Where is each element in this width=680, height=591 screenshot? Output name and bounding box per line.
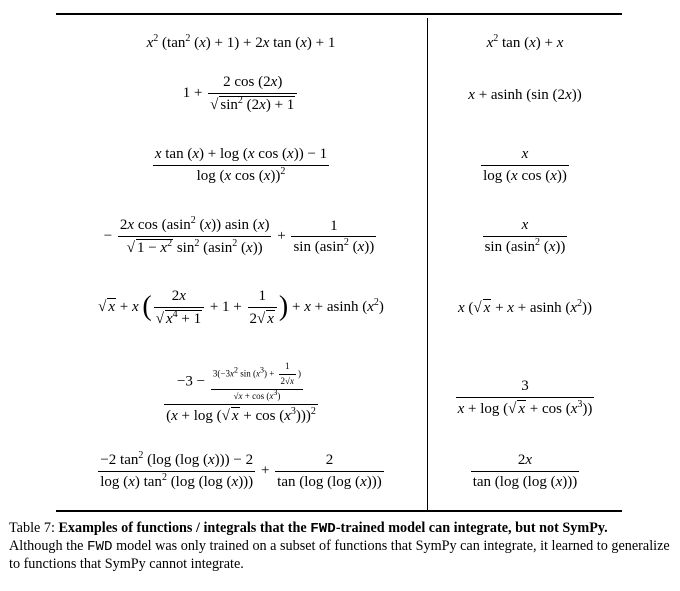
table-row-6-integral: $\frac{3}{x + \log (√ x + \cos (x^3))}$ bbox=[457, 378, 593, 417]
caption-bold-mono: FWD bbox=[310, 521, 336, 537]
table-row-7-function: $\frac{-2 \tan^2 (\log (\log (x))) - 2}{\log (x) \tan^2 (\log (\log (x)))}$ + $\frac{2}{\tan (\log (\log (x)))}$ bbox=[100, 450, 382, 490]
table-row-1-integral: $x^2$ tan (x) + x bbox=[486, 33, 564, 51]
table-top-rule bbox=[56, 13, 622, 15]
table-row-4-integral: $\frac{x}{\sin (asin^2 (x))}$ bbox=[484, 217, 566, 255]
caption-body-mono: FWD bbox=[87, 539, 113, 555]
table-row-7-integral: $\frac{2x}{\tan (\log (\log (x)))}$ bbox=[472, 452, 578, 490]
table-row-4-function: − $\frac{2x \cos (asin^2 (x)) asin (x)}{√ 1 - x^2 \sin^2 (asin^2 (x))}$ + $\frac{1}{\sin (asin^2 (x))}$ bbox=[103, 215, 375, 256]
table-bottom-rule bbox=[56, 510, 622, 512]
caption-bold-1: Examples of functions / integrals that the bbox=[58, 520, 311, 536]
table-row-2-function: 1 + $\frac{2 \cos (2x)}{√ \sin^2 (2x) + 1}$ bbox=[56, 74, 426, 113]
caption-bold-2: -trained model can integrate, but not SymPy. bbox=[335, 520, 608, 536]
table-row-5-function: √ x + x ( $\frac{2x}{√ x^4 + 1}$ + 1 + $\frac{1}{2√ x}$ ) + x + asinh $(x^2)$ bbox=[98, 288, 384, 327]
table-row-3-integral: $\frac{x}{\text{log (x cos (x))}}$ bbox=[483, 146, 567, 184]
caption-body-2: model was only trained on a subset of functions that SymPy can integrate, it learned to generalize to functions that SymPy cannot integrate. bbox=[9, 538, 670, 572]
table-row-3-function: $\frac{\text{x tan (x) + log (x cos (x)) − 1}}{\log (x \cos (x))^2}$ bbox=[154, 146, 328, 184]
table-row-6-function: −3 − $3(-3x^2$ $\sin (x^3)$ + $\frac{1}{2√x}$ ) $√x + \cos (x^3)$ (x + log (√ $x + \cos (x^3)))^2$ bbox=[166, 361, 316, 424]
table-row-1-function: $x^2$ ($\tan^2$ (x) + 1) + 2x tan (x) + 1 bbox=[146, 33, 336, 51]
table-row-5-integral: x (√ x + x + asinh $(x^2)$) bbox=[457, 298, 592, 316]
table-caption bbox=[9, 520, 671, 573]
caption-body-1: Although the bbox=[9, 538, 88, 554]
table-row-2-integral: x + asinh (sin (2x)) bbox=[468, 87, 582, 103]
caption-label: Table 7: bbox=[9, 520, 55, 536]
